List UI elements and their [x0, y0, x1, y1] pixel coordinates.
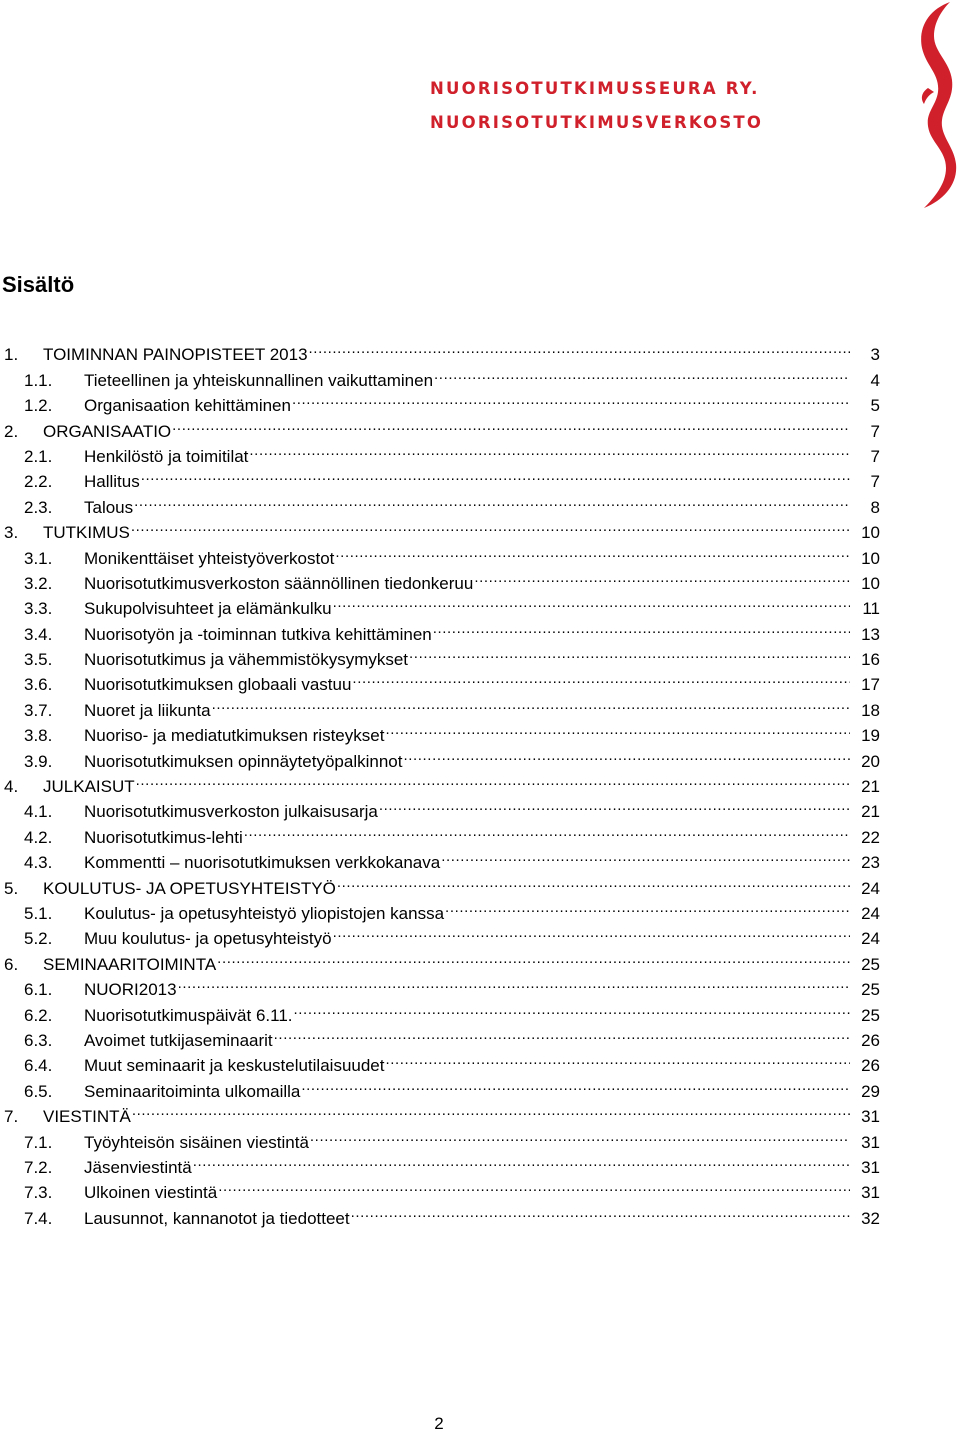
toc-entry[interactable]	[0, 1198, 880, 1228]
toc-entry[interactable]	[0, 817, 880, 847]
toc-dot-leader	[141, 462, 850, 487]
toc-entry-title: Muu koulutus- ja opetusyhteistyö	[84, 929, 332, 949]
toc-entry-title: VIESTINTÄ	[43, 1107, 131, 1127]
organization-name-line-1: NUORISOTUTKIMUSSEURA RY.	[430, 79, 760, 98]
toc-entry-page: 24	[861, 929, 880, 949]
toc-entry-page: 13	[861, 624, 880, 644]
toc-entry-title: Organisaation kehittäminen	[84, 396, 291, 416]
toc-entry[interactable]	[0, 1122, 880, 1152]
toc-entry-page: 16	[861, 650, 880, 670]
toc-entry-number: 3.6.	[24, 675, 53, 695]
toc-dot-leader	[301, 1071, 850, 1096]
toc-entry-title: Työyhteisön sisäinen viestintä	[84, 1132, 309, 1152]
toc-dot-leader	[474, 564, 850, 589]
toc-entry-number: 4.1.	[24, 802, 53, 822]
toc-dot-leader	[218, 1173, 850, 1198]
red-swirl-logo-icon	[888, 0, 960, 212]
toc-entry[interactable]	[0, 335, 880, 365]
toc-entry[interactable]	[0, 868, 880, 898]
toc-dot-leader	[292, 386, 850, 411]
toc-dot-leader	[172, 411, 850, 436]
toc-dot-leader	[249, 437, 850, 462]
toc-entry-title: Nuoriso- ja mediatutkimuksen risteykset	[84, 726, 385, 746]
toc-dot-leader	[434, 360, 850, 385]
toc-dot-leader	[385, 716, 850, 741]
toc-entry-page: 10	[861, 523, 880, 543]
toc-entry[interactable]	[0, 1148, 880, 1177]
toc-entry-page: 31	[861, 1157, 880, 1177]
toc-entry-number: 3.2.	[24, 573, 53, 593]
toc-entry-title: Nuorisotyön ja -toiminnan tutkiva kehittäminen	[84, 624, 432, 644]
toc-entry[interactable]	[0, 487, 880, 517]
toc-entry-page: 11	[862, 599, 880, 619]
toc-entry-number: 6.2.	[24, 1005, 53, 1025]
toc-entry[interactable]	[0, 1173, 880, 1203]
toc-entry-number: 4.3.	[24, 853, 53, 873]
toc-entry-title: TUTKIMUS	[43, 523, 130, 543]
toc-entry-number: 5.1.	[24, 903, 53, 923]
toc-entry-number: 3.3.	[24, 599, 53, 619]
toc-dot-leader	[445, 894, 850, 919]
toc-entry-page: 8	[870, 497, 880, 517]
toc-entry-page: 26	[861, 1030, 880, 1050]
toc-dot-leader	[294, 995, 850, 1020]
toc-entry-page: 23	[861, 853, 880, 873]
toc-dot-leader	[244, 817, 850, 842]
toc-dot-leader	[352, 665, 850, 690]
toc-entry-page: 29	[861, 1081, 880, 1101]
toc-entry-number: 3.	[4, 523, 19, 543]
toc-entry-title: Seminaaritoiminta ulkomailla	[84, 1081, 301, 1101]
toc-entry[interactable]	[0, 386, 880, 416]
toc-entry-number: 4.	[4, 777, 19, 797]
toc-entry-title: SEMINAARITOIMINTA	[43, 954, 217, 974]
toc-dot-leader	[217, 944, 850, 969]
table-of-contents	[0, 335, 880, 1228]
toc-entry-title: JULKAISUT	[43, 777, 135, 797]
toc-entry-number: 2.1.	[24, 446, 53, 466]
toc-entry-title: Kommentti – nuorisotutkimuksen verkkokanava	[84, 853, 441, 873]
toc-dot-leader	[309, 335, 850, 360]
toc-entry-number: 7.	[4, 1107, 19, 1127]
toc-entry-page: 7	[870, 472, 880, 492]
toc-entry-number: 1.2.	[24, 396, 53, 416]
toc-entry[interactable]	[0, 462, 880, 492]
toc-entry-number: 2.	[4, 421, 19, 441]
toc-entry-number: 4.2.	[24, 827, 53, 847]
toc-entry-title: Nuorisotutkimuksen globaali vastuu	[84, 675, 352, 695]
toc-dot-leader	[335, 538, 850, 563]
toc-entry-page: 32	[861, 1208, 880, 1228]
toc-entry[interactable]	[0, 665, 880, 695]
toc-dot-leader	[134, 487, 850, 512]
toc-entry-number: 3.9.	[24, 751, 53, 771]
toc-entry[interactable]	[0, 1021, 880, 1050]
toc-entry-number: 2.2.	[24, 472, 53, 492]
toc-entry-page: 31	[861, 1183, 880, 1203]
toc-entry-title: Nuoret ja liikunta	[84, 700, 211, 720]
toc-entry[interactable]	[0, 843, 880, 873]
toc-entry[interactable]	[0, 1046, 880, 1076]
toc-entry-number: 7.1.	[24, 1132, 53, 1152]
toc-entry[interactable]	[0, 767, 880, 797]
toc-entry[interactable]	[0, 919, 880, 949]
toc-entry[interactable]	[0, 589, 880, 619]
toc-entry-number: 6.3.	[24, 1030, 53, 1050]
toc-entry-page: 21	[861, 802, 880, 822]
toc-entry[interactable]	[0, 1097, 880, 1127]
toc-entry[interactable]	[0, 411, 880, 441]
toc-dot-leader	[385, 1046, 850, 1071]
toc-dot-leader	[310, 1122, 850, 1147]
toc-entry[interactable]	[0, 970, 880, 1000]
toc-entry-page: 18	[861, 700, 880, 720]
toc-entry-number: 5.	[4, 878, 19, 898]
toc-entry[interactable]	[0, 690, 880, 720]
toc-entry-number: 6.1.	[24, 980, 53, 1000]
toc-dot-leader	[333, 919, 850, 944]
toc-heading: Sisältö	[2, 272, 75, 297]
toc-dot-leader	[274, 1021, 850, 1046]
toc-entry-page: 17	[861, 675, 880, 695]
toc-entry-title: Nuorisotutkimuksen opinnäytetyöpalkinnot	[84, 751, 403, 771]
toc-entry-page: 19	[861, 726, 880, 746]
toc-entry[interactable]	[0, 741, 880, 771]
toc-entry-page: 22	[861, 827, 880, 847]
toc-entry-page: 24	[861, 878, 880, 898]
toc-entry-page: 25	[861, 954, 880, 974]
toc-entry-title: Tieteellinen ja yhteiskunnallinen vaikuttaminen	[84, 370, 434, 390]
toc-entry[interactable]	[0, 614, 880, 644]
toc-entry-page: 10	[861, 548, 880, 568]
toc-entry-title: Nuorisotutkimuspäivät 6.11.	[84, 1005, 293, 1025]
toc-entry[interactable]	[0, 564, 880, 593]
toc-entry[interactable]	[0, 792, 880, 822]
toc-entry-page: 31	[861, 1132, 880, 1152]
toc-entry-page: 25	[861, 980, 880, 1000]
toc-entry-title: Monikenttäiset yhteistyöverkostot	[84, 548, 335, 568]
toc-entry-number: 3.8.	[24, 726, 53, 746]
toc-entry-page: 10	[861, 573, 880, 593]
toc-entry-number: 3.1.	[24, 548, 53, 568]
toc-dot-leader	[403, 741, 850, 766]
toc-entry-title: TOIMINNAN PAINOPISTEET 2013	[43, 345, 308, 365]
toc-dot-leader	[441, 843, 850, 868]
toc-entry[interactable]	[0, 716, 880, 746]
toc-entry[interactable]	[0, 944, 880, 974]
toc-dot-leader	[333, 589, 850, 614]
toc-dot-leader	[337, 868, 850, 893]
toc-entry-page: 26	[861, 1056, 880, 1076]
toc-entry-number: 1.	[4, 345, 19, 365]
toc-entry-title: Avoimet tutkijaseminaarit	[84, 1030, 273, 1050]
toc-entry-title: Nuorisotutkimus-lehti	[84, 827, 243, 847]
toc-entry-number: 3.7.	[24, 700, 53, 720]
toc-dot-leader	[193, 1148, 850, 1173]
toc-entry[interactable]	[0, 360, 880, 390]
toc-entry-page: 21	[861, 777, 880, 797]
toc-entry-page: 4	[870, 370, 880, 390]
toc-entry[interactable]	[0, 640, 880, 670]
toc-entry-title: Ulkoinen viestintä	[84, 1183, 218, 1203]
toc-entry-title: Hallitus	[84, 472, 140, 492]
toc-dot-leader	[409, 640, 850, 665]
toc-entry-title: Jäsenviestintä	[84, 1157, 192, 1177]
toc-entry-page: 7	[870, 421, 880, 441]
toc-entry-title: Nuorisotutkimusverkoston julkaisusarja	[84, 802, 378, 822]
toc-dot-leader	[136, 767, 850, 792]
toc-entry-page: 20	[861, 751, 880, 771]
toc-entry[interactable]	[0, 437, 880, 466]
toc-entry[interactable]	[0, 894, 880, 923]
toc-entry-page: 24	[861, 903, 880, 923]
toc-entry-title: Henkilöstö ja toimitilat	[84, 446, 249, 466]
toc-entry-number: 7.4.	[24, 1208, 53, 1228]
toc-entry-number: 7.3.	[24, 1183, 53, 1203]
toc-entry-number: 6.4.	[24, 1056, 53, 1076]
toc-entry[interactable]	[0, 1071, 880, 1101]
toc-entry-page: 7	[870, 446, 880, 466]
toc-entry-number: 3.4.	[24, 624, 53, 644]
organization-name-line-2: NUORISOTUTKIMUSVERKOSTO	[430, 113, 764, 132]
toc-entry-number: 3.5.	[24, 650, 53, 670]
toc-dot-leader	[131, 513, 850, 538]
toc-entry-title: Lausunnot, kannanotot ja tiedotteet	[84, 1208, 350, 1228]
toc-entry-number: 6.	[4, 954, 19, 974]
toc-dot-leader	[433, 614, 850, 639]
toc-entry-page: 5	[870, 396, 880, 416]
toc-entry-title: Talous	[84, 497, 134, 517]
page-number-text: 2	[434, 1414, 444, 1433]
toc-entry-title: ORGANISAATIO	[43, 421, 172, 441]
toc-dot-leader	[132, 1097, 850, 1122]
toc-entry[interactable]	[0, 995, 880, 1025]
toc-entry-page: 25	[861, 1005, 880, 1025]
toc-entry-page: 31	[861, 1107, 880, 1127]
toc-entry-title: KOULUTUS- JA OPETUSYHTEISTYÖ	[43, 878, 336, 898]
toc-entry-title: Koulutus- ja opetusyhteistyö yliopistojen kanssa	[84, 903, 445, 923]
toc-entry-number: 5.2.	[24, 929, 53, 949]
toc-entry-title: Sukupolvisuhteet ja elämänkulku	[84, 599, 332, 619]
toc-dot-leader	[351, 1198, 850, 1223]
toc-entry-number: 7.2.	[24, 1157, 53, 1177]
toc-entry[interactable]	[0, 538, 880, 568]
toc-entry-title: Nuorisotutkimusverkoston säännöllinen tiedonkeruu	[84, 573, 474, 593]
page-number	[0, 1414, 880, 1434]
toc-entry-number: 2.3.	[24, 497, 53, 517]
toc-entry[interactable]	[0, 513, 880, 543]
toc-entry-title: Nuorisotutkimus ja vähemmistökysymykset	[84, 650, 409, 670]
toc-dot-leader	[379, 792, 850, 817]
toc-entry-title: NUORI2013	[84, 980, 177, 1000]
toc-dot-leader	[178, 970, 850, 995]
toc-entry-number: 1.1.	[24, 370, 53, 390]
toc-entry-page: 3	[870, 345, 880, 365]
toc-entry-title: Muut seminaarit ja keskustelutilaisuudet	[84, 1056, 385, 1076]
toc-dot-leader	[212, 690, 850, 715]
toc-entry-number: 6.5.	[24, 1081, 53, 1101]
